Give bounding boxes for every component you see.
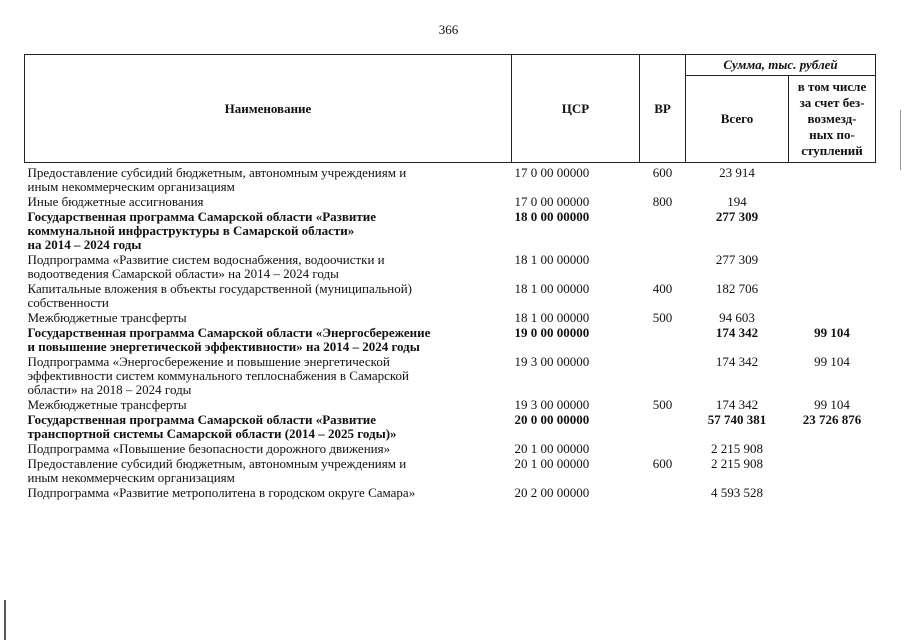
cell-name bbox=[25, 281, 512, 310]
scan-edge-mark-right bbox=[900, 110, 901, 170]
cell-name-line: Межбюджетные трансферты bbox=[27, 397, 187, 412]
cell-vr bbox=[640, 209, 686, 252]
cell-incl: 23 726 876 bbox=[802, 412, 862, 427]
cell-name-line: эффективности систем коммунального теплоснабжения в Самарской bbox=[27, 368, 410, 383]
cell-incl bbox=[789, 163, 876, 195]
table-row bbox=[25, 310, 876, 325]
cell-name-line: Подпрограмма «Энергосбережение и повышение энергетической bbox=[27, 354, 390, 369]
header-incl-line: возмезд- bbox=[807, 111, 857, 126]
table-row bbox=[25, 397, 876, 412]
cell-name bbox=[25, 485, 512, 500]
header-incl-line: ступлений bbox=[801, 143, 863, 158]
header-incl bbox=[789, 76, 876, 163]
cell-name-line: иным некоммерческим организациям bbox=[27, 179, 235, 194]
cell-total: 23 914 bbox=[719, 165, 755, 180]
cell-name bbox=[25, 456, 512, 485]
cell-csr: 19 3 00 00000 bbox=[514, 397, 590, 412]
cell-total: 194 bbox=[727, 194, 747, 209]
cell-vr bbox=[640, 441, 686, 456]
cell-vr bbox=[640, 412, 686, 441]
table-row bbox=[25, 441, 876, 456]
cell-name bbox=[25, 252, 512, 281]
scan-edge-mark bbox=[4, 600, 6, 640]
cell-incl bbox=[789, 252, 876, 281]
table-row bbox=[25, 252, 876, 281]
cell-vr: 600 bbox=[652, 165, 673, 180]
cell-total: 182 706 bbox=[715, 281, 759, 296]
table-row bbox=[25, 325, 876, 354]
cell-total: 277 309 bbox=[715, 252, 759, 267]
cell-total: 277 309 bbox=[715, 209, 759, 224]
cell-csr: 20 1 00 00000 bbox=[514, 441, 590, 456]
cell-total: 4 593 528 bbox=[711, 485, 763, 500]
cell-vr bbox=[640, 485, 686, 500]
cell-name-line: Предоставление субсидий бюджетным, автономным учреждениям и bbox=[27, 165, 407, 180]
cell-name bbox=[25, 310, 512, 325]
cell-incl bbox=[789, 441, 876, 456]
cell-name bbox=[25, 194, 512, 209]
cell-name-line: Государственная программа Самарской области «Развитие bbox=[27, 412, 377, 427]
cell-name-line: Подпрограмма «Развитие метрополитена в городском округе Самара» bbox=[27, 485, 416, 500]
header-name: Наименование bbox=[25, 55, 512, 163]
table-header bbox=[25, 55, 876, 163]
table-row bbox=[25, 456, 876, 485]
cell-total: 174 342 bbox=[715, 325, 759, 340]
cell-total: 174 342 bbox=[715, 397, 759, 412]
header-vr: ВР bbox=[640, 55, 686, 163]
cell-vr: 600 bbox=[652, 456, 673, 471]
cell-vr: 500 bbox=[652, 310, 673, 325]
cell-name-line: коммунальной инфраструктуры в Самарской области» bbox=[27, 223, 355, 238]
table-row bbox=[25, 209, 876, 252]
cell-name-line: Государственная программа Самарской области «Развитие bbox=[27, 209, 377, 224]
cell-csr: 19 3 00 00000 bbox=[514, 354, 590, 369]
cell-name-line: Подпрограмма «Развитие систем водоснабжения, водоочистки и bbox=[27, 252, 385, 267]
cell-incl: 99 104 bbox=[814, 354, 850, 369]
cell-total: 2 215 908 bbox=[711, 456, 763, 471]
cell-csr: 20 0 00 00000 bbox=[514, 412, 590, 427]
header-sum-group: Сумма, тыс. рублей bbox=[686, 55, 876, 76]
cell-incl: 99 104 bbox=[814, 397, 850, 412]
table-row bbox=[25, 194, 876, 209]
header-incl-line: в том числе bbox=[797, 79, 867, 94]
cell-incl: 99 104 bbox=[814, 325, 850, 340]
cell-name-line: собственности bbox=[27, 295, 109, 310]
cell-total: 57 740 381 bbox=[707, 412, 767, 427]
cell-name-line: на 2014 – 2024 годы bbox=[27, 237, 142, 252]
header-total: Всего bbox=[686, 76, 789, 163]
cell-vr bbox=[640, 252, 686, 281]
table-row bbox=[25, 163, 876, 195]
cell-name bbox=[25, 397, 512, 412]
page-number: 366 bbox=[438, 22, 459, 37]
cell-incl bbox=[789, 281, 876, 310]
cell-csr: 17 0 00 00000 bbox=[514, 165, 590, 180]
table-row bbox=[25, 281, 876, 310]
cell-vr bbox=[640, 325, 686, 354]
header-incl-line: ных по- bbox=[809, 127, 855, 142]
cell-name-line: Подпрограмма «Повышение безопасности дорожного движения» bbox=[27, 441, 391, 456]
cell-name-line: Государственная программа Самарской области «Энергосбережение bbox=[27, 325, 431, 340]
cell-vr: 800 bbox=[652, 194, 673, 209]
cell-vr: 400 bbox=[652, 281, 673, 296]
cell-name bbox=[25, 354, 512, 397]
cell-name-line: Межбюджетные трансферты bbox=[27, 310, 187, 325]
cell-name-line: и повышение энергетической эффективности» на 2014 – 2024 годы bbox=[27, 339, 420, 354]
cell-name bbox=[25, 163, 512, 195]
cell-csr: 18 1 00 00000 bbox=[514, 310, 590, 325]
cell-name bbox=[25, 325, 512, 354]
table-row bbox=[25, 412, 876, 441]
cell-incl bbox=[789, 456, 876, 485]
cell-name-line: иным некоммерческим организациям bbox=[27, 470, 235, 485]
table-body bbox=[25, 163, 876, 501]
cell-name-line: Предоставление субсидий бюджетным, автономным учреждениям и bbox=[27, 456, 407, 471]
cell-csr: 19 0 00 00000 bbox=[514, 325, 590, 340]
cell-name-line: Иные бюджетные ассигнования bbox=[27, 194, 204, 209]
cell-name bbox=[25, 209, 512, 252]
cell-name bbox=[25, 412, 512, 441]
cell-vr bbox=[640, 354, 686, 397]
budget-table bbox=[24, 54, 876, 500]
table-row bbox=[25, 485, 876, 500]
cell-incl bbox=[789, 209, 876, 252]
cell-csr: 18 1 00 00000 bbox=[514, 252, 590, 267]
cell-name-line: области» на 2018 – 2024 годы bbox=[27, 382, 192, 397]
cell-csr: 18 0 00 00000 bbox=[514, 209, 590, 224]
table-row bbox=[25, 354, 876, 397]
cell-incl bbox=[789, 194, 876, 209]
cell-csr: 20 2 00 00000 bbox=[514, 485, 590, 500]
cell-incl bbox=[789, 485, 876, 500]
cell-csr: 18 1 00 00000 bbox=[514, 281, 590, 296]
cell-incl bbox=[789, 310, 876, 325]
cell-name-line: транспортной системы Самарской области (2014 – 2025 годы)» bbox=[27, 426, 397, 441]
cell-csr: 20 1 00 00000 bbox=[514, 456, 590, 471]
header-csr: ЦСР bbox=[512, 55, 640, 163]
header-incl-line: за счет без- bbox=[799, 95, 865, 110]
cell-name bbox=[25, 441, 512, 456]
cell-csr: 17 0 00 00000 bbox=[514, 194, 590, 209]
cell-total: 174 342 bbox=[715, 354, 759, 369]
cell-name-line: Капитальные вложения в объекты государственной (муниципальной) bbox=[27, 281, 412, 296]
cell-total: 94 603 bbox=[719, 310, 755, 325]
cell-vr: 500 bbox=[652, 397, 673, 412]
cell-name-line: водоотведения Самарской области» на 2014 – 2024 годы bbox=[27, 266, 339, 281]
cell-total: 2 215 908 bbox=[711, 441, 763, 456]
